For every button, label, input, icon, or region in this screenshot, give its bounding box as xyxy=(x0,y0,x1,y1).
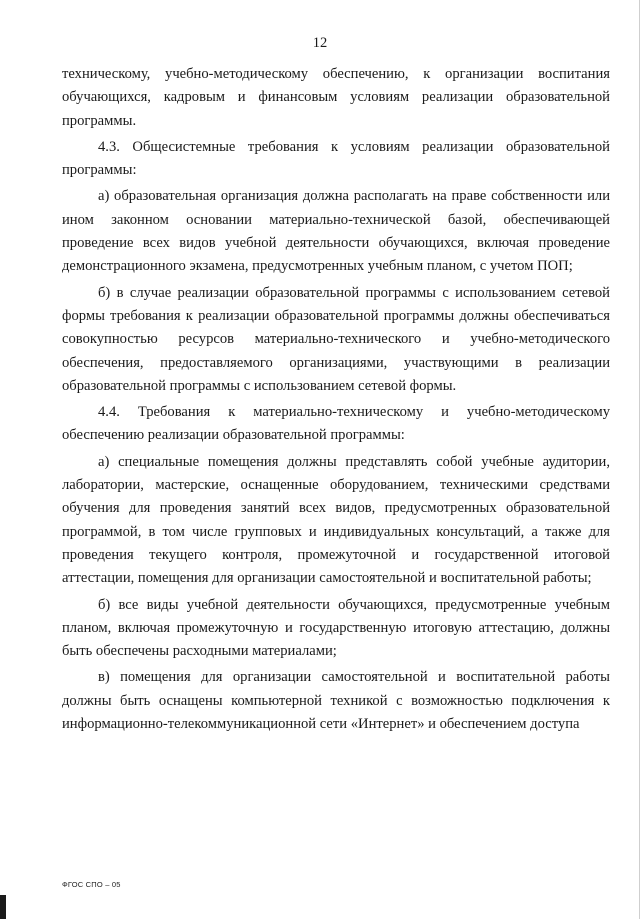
paragraph-item-b-1: б) в случае реализации образовательной программы с использованием сетевой формы требования к реализации образовательной программы должны обеспечиваться совокупностью ресурсов материально-технического и учебно-методического обеспечения, предоставляемого организациями, участвующими в реализации образовательной программы с использованием сетевой формы. xyxy=(62,284,610,394)
paragraph-item-v: в) помещения для организации самостоятельной и воспитательной работы должны быть оснащены компьютерной техникой с возможностью подключения к информационно-телекоммуникационной сети «Интернет» и обеспечением доступа xyxy=(62,669,610,733)
paragraph-continuation: техническому, учебно-методическому обеспечению, к организации воспитания обучающихся, кадровым и финансовым условиям реализации образовательной программы. xyxy=(62,66,610,129)
paragraph-item-a-1: а) образовательная организация должна располагать на праве собственности или ином законном основании материально-технической базой, обеспечивающей проведение всех видов учебной деятельности обучающихся, включая проведение демонстрационного экзамена, предусмотренных учебным планом, с учетом ПОП; xyxy=(62,188,610,275)
paragraph-item-a-2: а) специальные помещения должны представлять собой учебные аудитории, лаборатории, мастерские, оснащенные оборудованием, техническими средствами обучения для проведения занятий всех видов, предусмотренных образовательной программой, в том числе групповых и индивидуальных консультаций, а также для проведения текущего контроля, промежуточной и государственной итоговой аттестации, помещения для организации самостоятельной и воспитательной работы; xyxy=(62,453,610,587)
footer-code: ФГОС СПО – 05 xyxy=(62,880,121,889)
scan-edge-mark xyxy=(0,895,6,919)
page-number: 12 xyxy=(312,35,328,51)
paragraph-section-4-4: 4.4. Требования к материально-техническому и учебно-методическому обеспечению реализации образовательной программы: xyxy=(62,404,610,444)
document-body xyxy=(62,63,610,739)
paragraph-section-4-3: 4.3. Общесистемные требования к условиям реализации образовательной программы: xyxy=(62,138,610,179)
paragraph-item-b-2: б) все виды учебной деятельности обучающихся, предусмотренные учебным планом, включая промежуточную и государственную итоговую аттестацию, должны быть обеспечены расходными материалами; xyxy=(62,596,610,660)
